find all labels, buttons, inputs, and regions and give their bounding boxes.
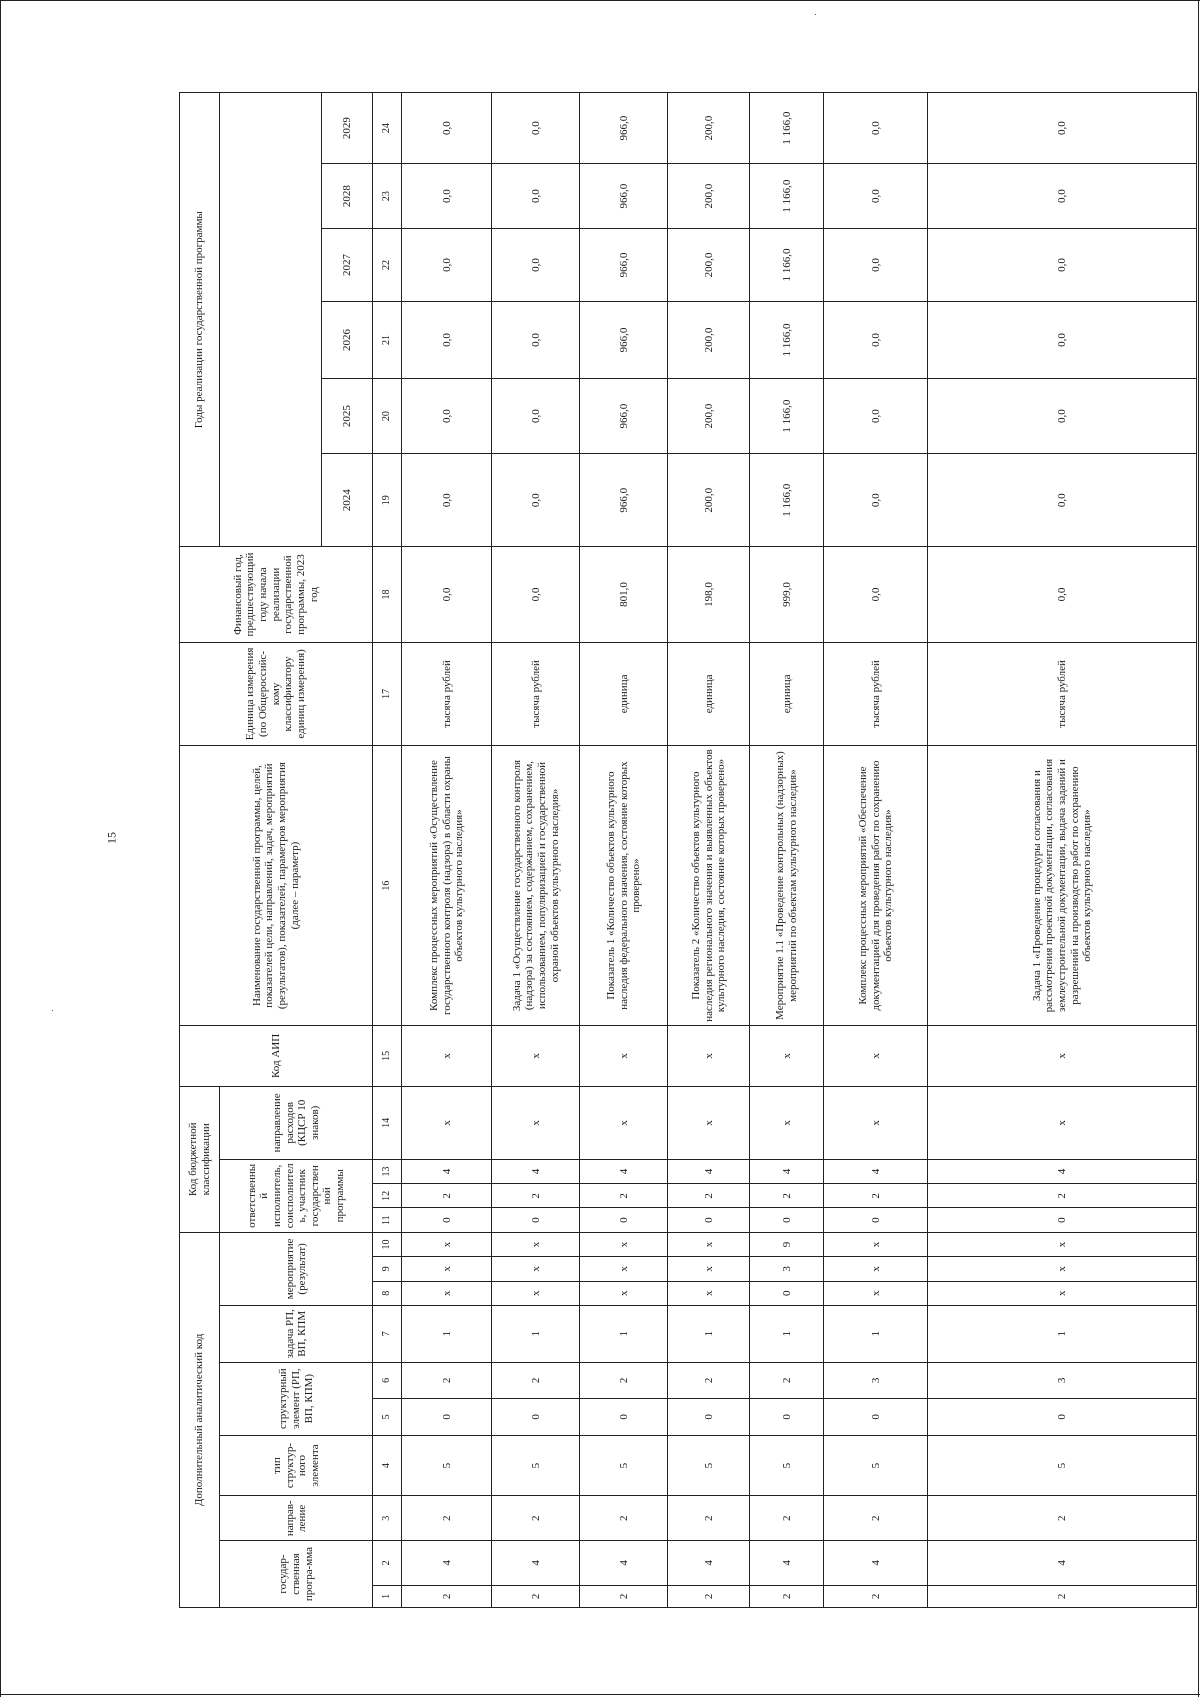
row-cell-y2026: 200,0 bbox=[668, 302, 750, 379]
row-cell-c4: 5 bbox=[580, 1435, 668, 1496]
row-cell-y2025: 200,0 bbox=[668, 379, 750, 454]
row-cell-y2029: 200,0 bbox=[668, 93, 750, 164]
row-cell-y2026: 966,0 bbox=[580, 302, 668, 379]
row-cell-c2: 4 bbox=[492, 1541, 580, 1586]
row-cell-c10: x bbox=[580, 1232, 668, 1256]
header-budget-code: Код бюджетной классификации bbox=[180, 1086, 220, 1232]
row-cell-y2027: 0,0 bbox=[402, 229, 492, 302]
row-cell-c2: 4 bbox=[750, 1541, 824, 1586]
row-cell-y2024: 966,0 bbox=[580, 454, 668, 547]
row-name-cell: Мероприятие 1.1 «Проведение контрольных (надзорных) мероприятий по объектам культурного наследия» bbox=[750, 746, 824, 1026]
row-cell-unit: единица bbox=[750, 642, 824, 745]
row-cell-y2026: 0,0 bbox=[928, 302, 1197, 379]
row-cell-c14: x bbox=[580, 1086, 668, 1159]
row-cell-fin: 0,0 bbox=[492, 547, 580, 642]
row-cell-c10: x bbox=[668, 1232, 750, 1256]
row-cell-y2029: 1 166,0 bbox=[750, 93, 824, 164]
row-cell-c5: 0 bbox=[668, 1399, 750, 1436]
row-cell-y2027: 0,0 bbox=[824, 229, 928, 302]
row-cell-y2025: 1 166,0 bbox=[750, 379, 824, 454]
row-cell-c3: 2 bbox=[668, 1496, 750, 1541]
row-cell-c1: 2 bbox=[580, 1585, 668, 1607]
row-cell-c10: 9 bbox=[750, 1232, 824, 1256]
row-cell-y2028: 0,0 bbox=[928, 164, 1197, 229]
column-number-8: 8 bbox=[372, 1281, 401, 1305]
row-cell-c5: 0 bbox=[928, 1399, 1197, 1436]
row-cell-y2027: 966,0 bbox=[580, 229, 668, 302]
row-cell-c9: x bbox=[580, 1257, 668, 1281]
row-cell-c9: x bbox=[668, 1257, 750, 1281]
row-cell-c6: 2 bbox=[402, 1362, 492, 1399]
row-cell-c10: x bbox=[824, 1232, 928, 1256]
column-number-4: 4 bbox=[372, 1435, 401, 1496]
header-event: мероприятие (результат) bbox=[220, 1232, 372, 1305]
row-cell-y2028: 0,0 bbox=[492, 164, 580, 229]
row-cell-c2: 4 bbox=[824, 1541, 928, 1586]
row-cell-y2026: 0,0 bbox=[824, 302, 928, 379]
row-cell-c8: 0 bbox=[750, 1281, 824, 1305]
top-edge-line bbox=[0, 0, 1200, 1]
column-number-1: 1 bbox=[372, 1585, 401, 1607]
header-unit: Единица измерения (по Общероссийс-кому классификатору единиц измерения) bbox=[180, 642, 373, 745]
table-row bbox=[402, 93, 492, 1608]
table-row bbox=[668, 93, 750, 1608]
row-cell-c10: x bbox=[402, 1232, 492, 1256]
column-number-20: 20 bbox=[372, 379, 401, 454]
row-cell-c14: x bbox=[492, 1086, 580, 1159]
row-cell-y2024: 0,0 bbox=[824, 454, 928, 547]
header-structural-element: структурный элемент (РП, ВП, КПМ) bbox=[220, 1362, 372, 1435]
table-row bbox=[928, 93, 1197, 1608]
row-cell-c9: x bbox=[492, 1257, 580, 1281]
header-expense-direction: направление расходов (КЦСР 10 знаков) bbox=[220, 1086, 372, 1159]
row-cell-c10: x bbox=[928, 1232, 1197, 1256]
row-cell-y2025: 966,0 bbox=[580, 379, 668, 454]
column-number-13: 13 bbox=[372, 1159, 401, 1183]
row-cell-y2024: 1 166,0 bbox=[750, 454, 824, 547]
bottom-edge-line bbox=[0, 1694, 1200, 1695]
row-cell-y2025: 0,0 bbox=[928, 379, 1197, 454]
row-cell-c1: 2 bbox=[402, 1585, 492, 1607]
row-name-cell: Комплекс процессных мероприятий «Осуществление государственного контроля (надзора) в области охраны объектов культурного наследия» bbox=[402, 746, 492, 1026]
row-cell-unit: единица bbox=[580, 642, 668, 745]
row-cell-c5: 0 bbox=[402, 1399, 492, 1436]
row-cell-y2027: 0,0 bbox=[492, 229, 580, 302]
row-cell-y2027: 1 166,0 bbox=[750, 229, 824, 302]
column-number-row bbox=[372, 93, 401, 1608]
row-cell-c7: 1 bbox=[750, 1305, 824, 1362]
column-number-24: 24 bbox=[372, 93, 401, 164]
row-cell-y2025: 0,0 bbox=[824, 379, 928, 454]
row-cell-c4: 5 bbox=[402, 1435, 492, 1496]
table-body bbox=[402, 93, 1197, 1608]
column-number-21: 21 bbox=[372, 302, 401, 379]
row-cell-c2: 4 bbox=[928, 1541, 1197, 1586]
row-cell-y2028: 0,0 bbox=[824, 164, 928, 229]
row-cell-c2: 4 bbox=[668, 1541, 750, 1586]
row-cell-fin: 0,0 bbox=[402, 547, 492, 642]
header-row-1 bbox=[180, 93, 220, 1608]
row-cell-y2026: 1 166,0 bbox=[750, 302, 824, 379]
row-cell-unit: единица bbox=[668, 642, 750, 745]
row-cell-c4: 5 bbox=[928, 1435, 1197, 1496]
column-number-2: 2 bbox=[372, 1541, 401, 1586]
row-cell-c8: x bbox=[668, 1281, 750, 1305]
column-number-12: 12 bbox=[372, 1184, 401, 1208]
table-row bbox=[750, 93, 824, 1608]
row-cell-c11: 0 bbox=[492, 1208, 580, 1232]
column-number-9: 9 bbox=[372, 1257, 401, 1281]
row-cell-y2026: 0,0 bbox=[402, 302, 492, 379]
row-cell-c12: 2 bbox=[668, 1184, 750, 1208]
row-cell-c13: 4 bbox=[824, 1159, 928, 1183]
header-name: Наименование государственной программы, целей, показателей цели, направлений, задач, мероприятий (результатов), показателей, параметров мероприятия (далее – параметр) bbox=[180, 746, 373, 1026]
header-additional-code: Дополнительный аналитический код bbox=[180, 1232, 220, 1607]
header-year-2027: 2027 bbox=[322, 229, 373, 302]
row-name-cell: Комплекс процессных мероприятий «Обеспечение документацией для проведения работ по сохранению объектов культурного наследия» bbox=[824, 746, 928, 1026]
row-cell-c8: x bbox=[402, 1281, 492, 1305]
row-cell-c11: 0 bbox=[668, 1208, 750, 1232]
column-number-18: 18 bbox=[372, 547, 401, 642]
right-edge-line bbox=[1198, 0, 1199, 1697]
column-number-17: 17 bbox=[372, 642, 401, 745]
row-cell-c15: x bbox=[928, 1025, 1197, 1086]
row-cell-y2029: 0,0 bbox=[492, 93, 580, 164]
row-cell-c14: x bbox=[824, 1086, 928, 1159]
column-number-7: 7 bbox=[372, 1305, 401, 1362]
row-cell-c13: 4 bbox=[668, 1159, 750, 1183]
header-task: задача РП, ВП, КПМ bbox=[220, 1305, 372, 1362]
row-cell-c14: x bbox=[668, 1086, 750, 1159]
row-cell-y2028: 200,0 bbox=[668, 164, 750, 229]
row-cell-y2024: 200,0 bbox=[668, 454, 750, 547]
row-cell-c9: 3 bbox=[750, 1257, 824, 1281]
row-cell-y2025: 0,0 bbox=[492, 379, 580, 454]
row-cell-c15: x bbox=[402, 1025, 492, 1086]
row-cell-c11: 0 bbox=[928, 1208, 1197, 1232]
column-number-11: 11 bbox=[372, 1208, 401, 1232]
table-row bbox=[824, 93, 928, 1608]
row-cell-c3: 2 bbox=[402, 1496, 492, 1541]
row-cell-c12: 2 bbox=[492, 1184, 580, 1208]
column-number-19: 19 bbox=[372, 454, 401, 547]
row-cell-c1: 2 bbox=[750, 1585, 824, 1607]
header-year-2026: 2026 bbox=[322, 302, 373, 379]
row-name-cell: Показатель 2 «Количество объектов культурного наследия регионального значения и выявленных объектов культурного наследия, состояние которых проверено» bbox=[668, 746, 750, 1026]
row-cell-c11: 0 bbox=[824, 1208, 928, 1232]
row-cell-c15: x bbox=[824, 1025, 928, 1086]
row-cell-c2: 4 bbox=[402, 1541, 492, 1586]
row-cell-c6: 3 bbox=[928, 1362, 1197, 1399]
scan-speck bbox=[815, 14, 816, 15]
header-aip-code: Код АИП bbox=[180, 1025, 373, 1086]
row-cell-c7: 1 bbox=[402, 1305, 492, 1362]
row-cell-fin: 801,0 bbox=[580, 547, 668, 642]
row-cell-c4: 5 bbox=[824, 1435, 928, 1496]
row-cell-c6: 2 bbox=[492, 1362, 580, 1399]
row-cell-c1: 2 bbox=[492, 1585, 580, 1607]
row-cell-c8: x bbox=[928, 1281, 1197, 1305]
row-cell-y2024: 0,0 bbox=[402, 454, 492, 547]
row-cell-c5: 0 bbox=[580, 1399, 668, 1436]
row-name-cell: Задача 1 «Осуществление государственного контроля (надзора) за состоянием, содержанием, сохранением, использованием, популяризацией и государственной охраной объектов культурного наследия» bbox=[492, 746, 580, 1026]
row-cell-y2028: 966,0 bbox=[580, 164, 668, 229]
row-cell-c6: 2 bbox=[668, 1362, 750, 1399]
column-number-6: 6 bbox=[372, 1362, 401, 1399]
row-cell-y2027: 0,0 bbox=[928, 229, 1197, 302]
header-executor: ответственный исполнитель, соисполнитель, участник государственной программы bbox=[220, 1159, 372, 1232]
row-cell-c11: 0 bbox=[580, 1208, 668, 1232]
row-cell-c6: 2 bbox=[750, 1362, 824, 1399]
row-cell-fin: 0,0 bbox=[928, 547, 1197, 642]
row-cell-c15: x bbox=[580, 1025, 668, 1086]
row-cell-c7: 1 bbox=[824, 1305, 928, 1362]
table-row bbox=[580, 93, 668, 1608]
row-cell-fin: 198,0 bbox=[668, 547, 750, 642]
header-year-2028: 2028 bbox=[322, 164, 373, 229]
row-cell-unit: тысяча рублей bbox=[402, 642, 492, 745]
table-row bbox=[492, 93, 580, 1608]
column-number-5: 5 bbox=[372, 1399, 401, 1436]
column-number-22: 22 bbox=[372, 229, 401, 302]
row-cell-c12: 2 bbox=[402, 1184, 492, 1208]
row-cell-c14: x bbox=[928, 1086, 1197, 1159]
row-cell-c11: 0 bbox=[750, 1208, 824, 1232]
row-cell-c3: 2 bbox=[928, 1496, 1197, 1541]
row-cell-y2029: 0,0 bbox=[402, 93, 492, 164]
row-cell-c1: 2 bbox=[824, 1585, 928, 1607]
column-number-16: 16 bbox=[372, 746, 401, 1026]
row-cell-c12: 2 bbox=[824, 1184, 928, 1208]
row-cell-c1: 2 bbox=[928, 1585, 1197, 1607]
column-number-23: 23 bbox=[372, 164, 401, 229]
row-cell-c9: x bbox=[402, 1257, 492, 1281]
row-cell-c10: x bbox=[492, 1232, 580, 1256]
row-cell-c1: 2 bbox=[668, 1585, 750, 1607]
row-cell-c7: 1 bbox=[580, 1305, 668, 1362]
row-cell-c11: 0 bbox=[402, 1208, 492, 1232]
row-cell-c13: 4 bbox=[928, 1159, 1197, 1183]
column-number-10: 10 bbox=[372, 1232, 401, 1256]
row-cell-c5: 0 bbox=[750, 1399, 824, 1436]
row-cell-y2026: 0,0 bbox=[492, 302, 580, 379]
row-cell-c6: 2 bbox=[580, 1362, 668, 1399]
header-year-2024: 2024 bbox=[322, 454, 373, 547]
row-cell-c9: x bbox=[824, 1257, 928, 1281]
row-cell-unit: тысяча рублей bbox=[928, 642, 1197, 745]
row-cell-unit: тысяча рублей bbox=[824, 642, 928, 745]
row-cell-c3: 2 bbox=[750, 1496, 824, 1541]
document-table-rotated bbox=[179, 92, 1197, 1608]
row-cell-y2028: 0,0 bbox=[402, 164, 492, 229]
column-number-14: 14 bbox=[372, 1086, 401, 1159]
row-cell-c14: x bbox=[750, 1086, 824, 1159]
row-cell-c5: 0 bbox=[492, 1399, 580, 1436]
row-cell-c14: x bbox=[402, 1086, 492, 1159]
left-edge-line bbox=[0, 0, 1, 1697]
row-cell-c3: 2 bbox=[492, 1496, 580, 1541]
state-program-table bbox=[179, 92, 1197, 1608]
row-cell-y2025: 0,0 bbox=[402, 379, 492, 454]
row-cell-y2027: 200,0 bbox=[668, 229, 750, 302]
row-cell-c12: 2 bbox=[580, 1184, 668, 1208]
row-cell-y2028: 1 166,0 bbox=[750, 164, 824, 229]
page-number: 15 bbox=[104, 832, 119, 844]
row-name-cell: Задача 1 «Проведение процедуры согласования и рассмотрения проектной документации, согласования землеустроительной документации, выдача заданий и разрешений на производство работ по сохранению объектов культурного наследия» bbox=[928, 746, 1197, 1026]
row-cell-y2029: 0,0 bbox=[824, 93, 928, 164]
row-cell-c8: x bbox=[824, 1281, 928, 1305]
row-cell-c13: 4 bbox=[492, 1159, 580, 1183]
header-year-2025: 2025 bbox=[322, 379, 373, 454]
row-cell-c8: x bbox=[492, 1281, 580, 1305]
row-cell-c15: x bbox=[668, 1025, 750, 1086]
row-cell-y2024: 0,0 bbox=[928, 454, 1197, 547]
row-cell-c6: 3 bbox=[824, 1362, 928, 1399]
row-name-cell: Показатель 1 «Количество объектов культурного наследия федерального значения, состояние которых проверено» bbox=[580, 746, 668, 1026]
row-cell-c5: 0 bbox=[824, 1399, 928, 1436]
header-years-title: Годы реализации государственной программы bbox=[180, 93, 220, 547]
row-cell-c4: 5 bbox=[750, 1435, 824, 1496]
row-cell-c4: 5 bbox=[492, 1435, 580, 1496]
header-years-spacer bbox=[220, 93, 322, 547]
row-cell-fin: 0,0 bbox=[824, 547, 928, 642]
row-cell-y2029: 0,0 bbox=[928, 93, 1197, 164]
row-cell-y2029: 966,0 bbox=[580, 93, 668, 164]
row-cell-fin: 999,0 bbox=[750, 547, 824, 642]
row-cell-c3: 2 bbox=[824, 1496, 928, 1541]
row-cell-c3: 2 bbox=[580, 1496, 668, 1541]
row-cell-c13: 4 bbox=[402, 1159, 492, 1183]
scan-speck bbox=[52, 1010, 53, 1011]
header-state-program: государ-ственная програ-мма bbox=[220, 1541, 372, 1608]
header-direction: направ-ление bbox=[220, 1496, 372, 1541]
row-cell-y2024: 0,0 bbox=[492, 454, 580, 547]
row-cell-c13: 4 bbox=[580, 1159, 668, 1183]
row-cell-c15: x bbox=[492, 1025, 580, 1086]
header-year-2029: 2029 bbox=[322, 93, 373, 164]
header-type: тип структур-ного элемента bbox=[220, 1435, 372, 1496]
row-cell-c12: 2 bbox=[928, 1184, 1197, 1208]
row-cell-c4: 5 bbox=[668, 1435, 750, 1496]
header-fin-year: Финансовый год, предшествующий году начала реализации государственной программы, 2023 год bbox=[180, 547, 373, 642]
row-cell-c13: 4 bbox=[750, 1159, 824, 1183]
row-cell-c7: 1 bbox=[928, 1305, 1197, 1362]
row-cell-c8: x bbox=[580, 1281, 668, 1305]
column-number-15: 15 bbox=[372, 1025, 401, 1086]
row-cell-c12: 2 bbox=[750, 1184, 824, 1208]
row-cell-unit: тысяча рублей bbox=[492, 642, 580, 745]
row-cell-c7: 1 bbox=[492, 1305, 580, 1362]
row-cell-c2: 4 bbox=[580, 1541, 668, 1586]
row-cell-c7: 1 bbox=[668, 1305, 750, 1362]
row-cell-c9: x bbox=[928, 1257, 1197, 1281]
row-cell-c15: x bbox=[750, 1025, 824, 1086]
column-number-3: 3 bbox=[372, 1496, 401, 1541]
